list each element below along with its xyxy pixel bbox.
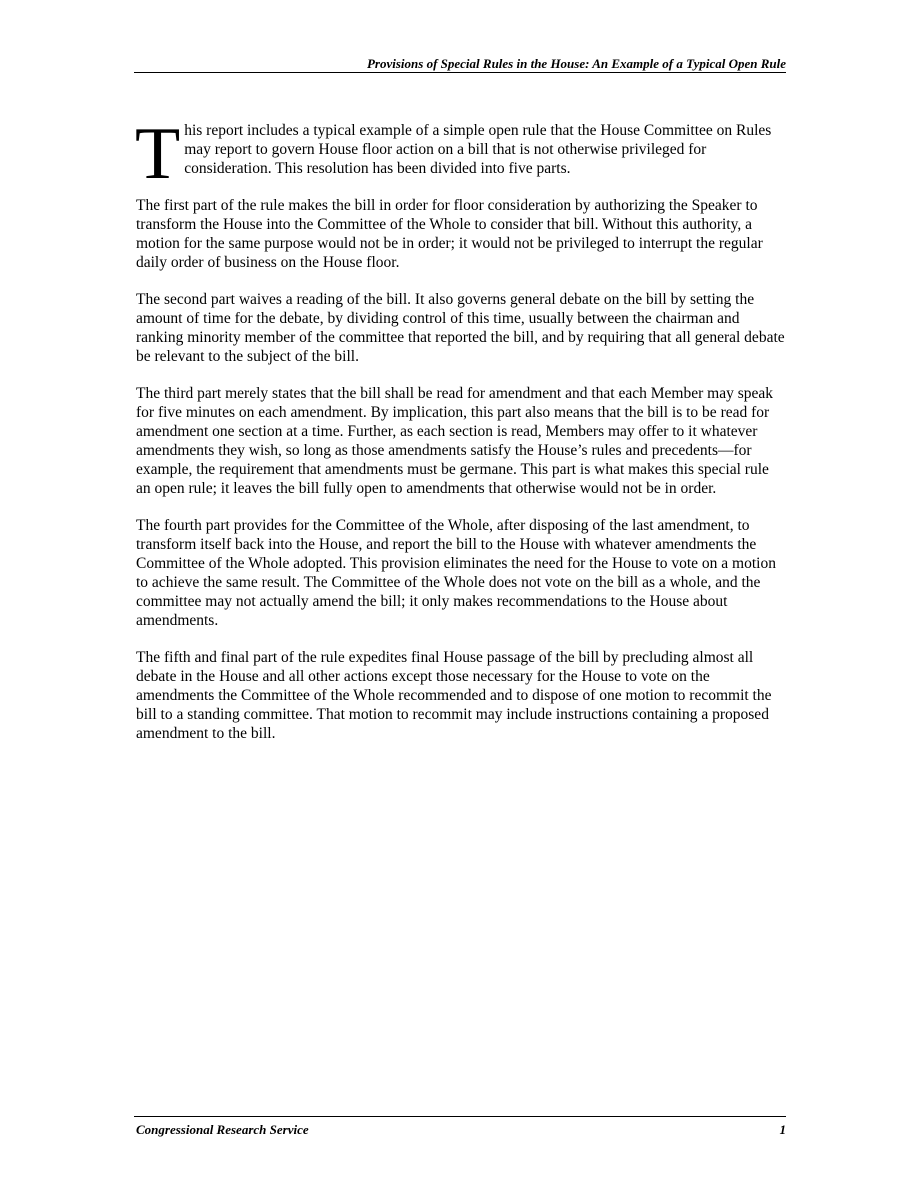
paragraph-fourth-part: The fourth part provides for the Committee of the Whole, after disposing of the last amendment, to transform itself back into the House, and report the bill to the House with whatever amendments the Committee of the Whole adopted. This provision eliminates the need for the House to vote on a motion to achieve the same result. The Committee of the Whole does not vote on the bill as a whole, and the committee may not actually amend the bill; it only makes recommendations to the House about amendments. [136,517,776,629]
document-body [135,113,786,761]
drop-cap-letter: T [135,113,181,195]
intro-paragraph [135,113,786,195]
footer-divider [134,1116,786,1117]
intro-paragraph-text: his report includes a typical example of a simple open rule that the House Committee on Rules may report to govern House floor action on a bill that is not otherwise privileged for consideration. This resolution has been divided into five parts. [184,122,772,177]
paragraph-second-part: The second part waives a reading of the bill. It also governs general debate on the bill by setting the amount of time for the debate, by dividing control of this time, usually between the chairman and ranking minority member of the committee that reported the bill, and by requiring that all general debate be relevant to the subject of the bill. [136,291,785,365]
footer-organization: Congressional Research Service [136,1122,309,1137]
paragraph-first-part: The first part of the rule makes the bill in order for floor consideration by authorizing the Speaker to transform the House into the Committee of the Whole to consider that bill. Without this authority, a motion for the same purpose would not be in order; it would not be privileged to interrupt the regular daily order of business on the House floor. [136,197,763,271]
running-header-title: Provisions of Special Rules in the House: An Example of a Typical Open Rule [366,56,786,71]
page-number: 1 [779,1122,786,1137]
paragraph-third-part: The third part merely states that the bill shall be read for amendment and that each Member may speak for five minutes on each amendment. By implication, this part also means that the bill is to be read for amendment one section at a time. Further, as each section is read, Members may offer to it whatever amendments they wish, so long as those amendments satisfy the House’s rules and precedents—for example, the requirement that amendments must be germane. This part is what makes this special rule an open rule; it leaves the bill fully open to amendments that otherwise would not be in order. [136,385,773,497]
paragraph-fifth-part: The fifth and final part of the rule expedites final House passage of the bill by precluding almost all debate in the House and all other actions except those necessary for the House to vote on the amendments the Committee of the Whole recommended and to dispose of one motion to recommit the bill to a standing committee. That motion to recommit may include instructions containing a proposed amendment to the bill. [136,649,772,742]
header-divider [134,72,786,73]
